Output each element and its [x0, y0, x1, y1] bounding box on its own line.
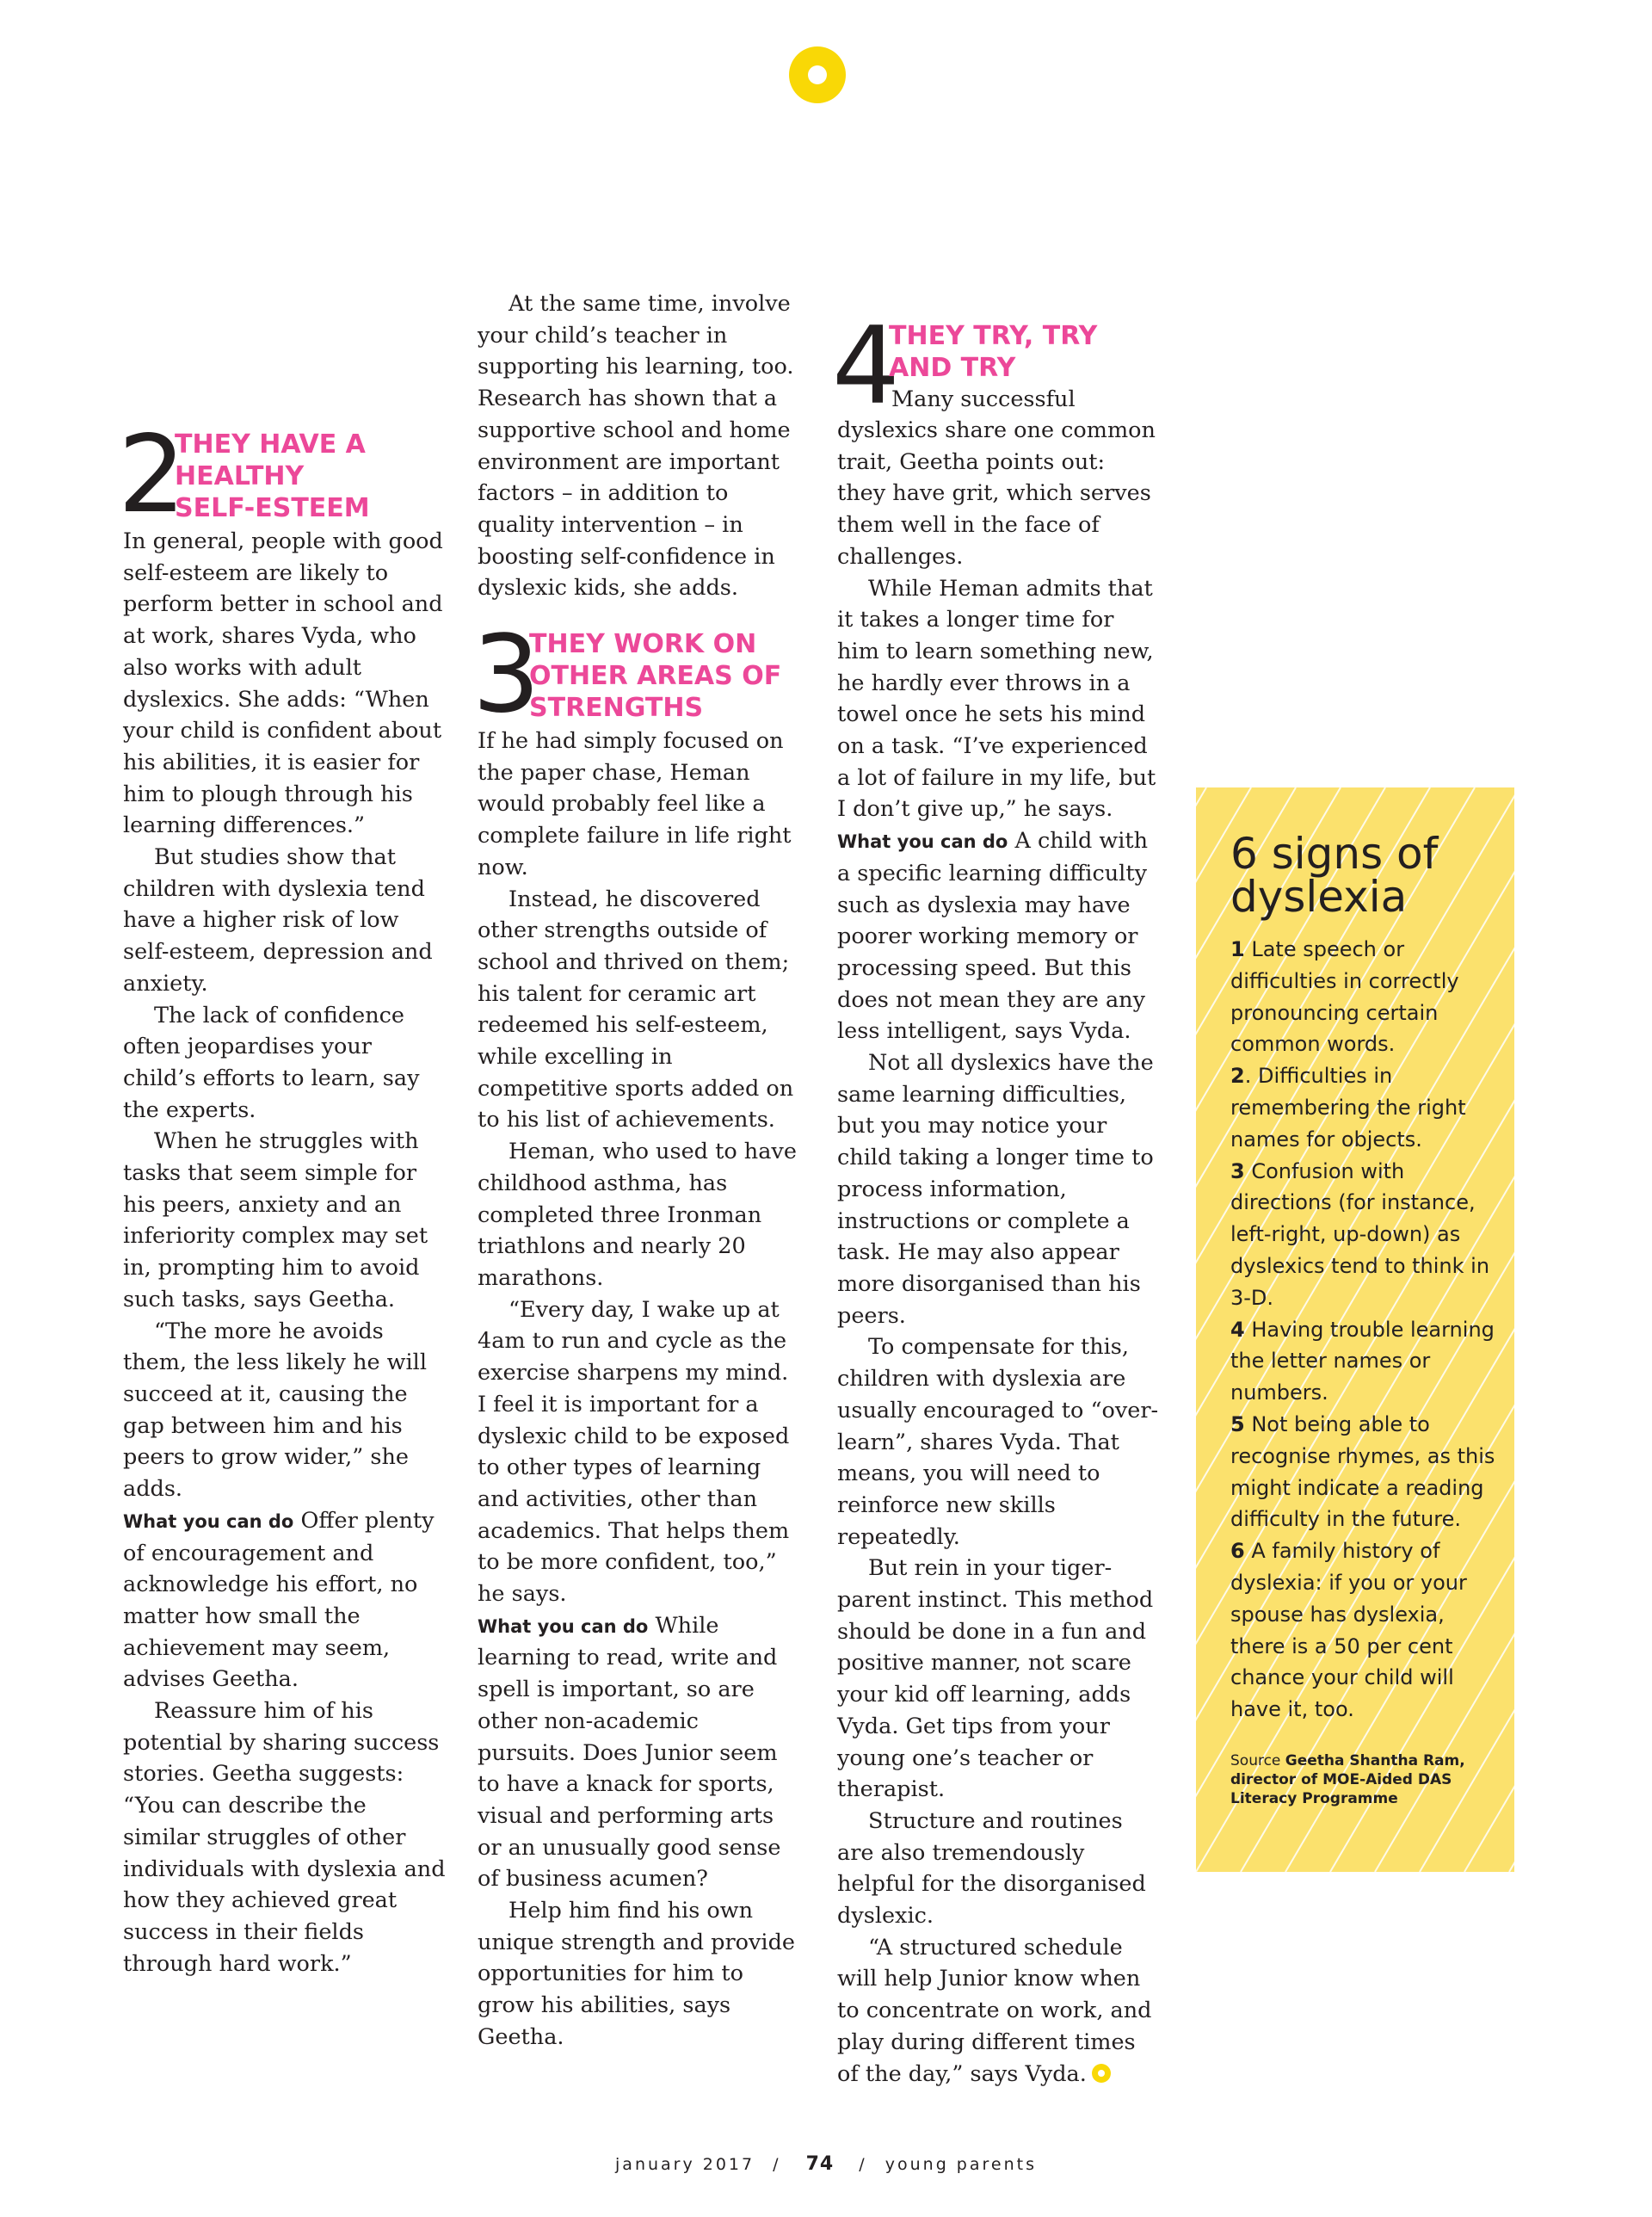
sign-text: Late speech or difficulties in correctly pronouncing certain common words.	[1230, 937, 1459, 1057]
paragraph: If he had simply focused on the paper chase, Heman would probably feel like a complete failure in life right now.	[478, 728, 792, 880]
footer-separator: /	[859, 2155, 867, 2174]
magazine-name: young parents	[885, 2155, 1037, 2174]
paragraph: When he struggles with tasks that seem simple for his peers, anxiety and an inferiority complex may set in, prompting him to avoid such tasks, says Geetha.	[123, 1128, 428, 1312]
paragraph: “The more he avoids them, the less likely he will succeed at it, causing the gap between him and his peers to grow wider,” she adds.	[123, 1318, 427, 1503]
sign-item	[1230, 1156, 1501, 1314]
section-2-heading	[118, 413, 446, 537]
page-number: 74	[805, 2153, 835, 2175]
sign-item	[1230, 1314, 1501, 1409]
what-you-can-do-text: A child with a specific learning difficulty such as dyslexia may have poorer working memory or processing speed. But this does not mean they are any less intelligent, says Vyda.	[837, 828, 1149, 1045]
paragraph: dyslexics share one common trait, Geetha points out: they have grit, which serves them well in the face of challenges.	[837, 417, 1156, 570]
section-3-heading	[472, 613, 800, 738]
sign-text: Not being able to recognise rhymes, as this might indicate a reading difficulty in the future.	[1230, 1411, 1495, 1532]
paragraph: The lack of confidence often jeopardises your child’s efforts to learn, say the experts.	[123, 1002, 420, 1123]
paragraph: “Every day, I wake up at 4am to run and cycle as the exercise sharpens my mind. I feel it is important for a dyslexic child to be exposed to other types of learning and activities, other than academics. That helps them to be more confident, too,” he says.	[478, 1296, 790, 1608]
sign-item	[1230, 1060, 1501, 1155]
sign-text: . Difficulties in remembering the right names for objects.	[1230, 1064, 1466, 1152]
page-footer	[0, 2153, 1652, 2175]
sidebar-content	[1230, 829, 1501, 1808]
article-column-1	[118, 413, 446, 1979]
sign-item	[1230, 934, 1501, 1060]
closing-quote: “A structured schedule will help Junior know when to concentrate on work, and play during different times of the day,” says Vyda.	[837, 1934, 1152, 2087]
signs-list	[1230, 934, 1501, 1726]
sidebar-box	[1196, 787, 1514, 1872]
sign-number: 1	[1230, 937, 1245, 961]
article-column-3	[832, 305, 1160, 2090]
article-column-2	[472, 288, 800, 2053]
end-mark-icon	[1092, 2064, 1111, 2083]
what-you-can-do-text: While learning to read, write and spell is important, so are other non-academic pursuits. Does Junior seem to have a knack for sports, visual and performing arts or an unusually good sense of business acumen?	[478, 1612, 781, 1893]
sidebar-source	[1230, 1751, 1501, 1808]
section-3-number: 3	[472, 613, 540, 738]
what-you-can-do-label: What you can do	[123, 1510, 294, 1532]
paragraph: But studies show that children with dyslexia tend have a higher risk of low self-esteem, depression and anxiety.	[123, 844, 433, 997]
section-2-number: 2	[118, 413, 186, 537]
sign-number: 6	[1230, 1539, 1245, 1564]
paragraph: Instead, he discovered other strengths outside of school and thrived on them; his talent for ceramic art redeemed his self-esteem, while excelling in competitive sports added on to his list of achievements.	[478, 886, 794, 1133]
sign-text: Confusion with directions (for instance, left-right, up-down) as dyslexics tend to think in 3-D.	[1230, 1158, 1490, 1310]
what-you-can-do-paragraph	[123, 1505, 446, 1695]
section-3-title: THEY WORK ON OTHER AREAS OF STRENGTHS	[529, 629, 782, 724]
sign-item	[1230, 1535, 1501, 1726]
paragraph	[837, 1932, 1160, 2090]
paragraph: To compensate for this, children with dyslexia are usually encouraged to “over-learn”, shares Vyda. That means, you will need to reinforce new skills repeatedly.	[837, 1334, 1159, 1550]
sign-text: A family history of dyslexia: if you or your spouse has dyslexia, there is a 50 per cent chance your child will have it, too.	[1230, 1539, 1467, 1722]
section-4-lead: Many successful	[891, 386, 1076, 412]
sign-number: 2	[1230, 1064, 1245, 1089]
source-text: Geetha Shantha Ram, director of MOE-Aided DAS Literacy Programme	[1230, 1751, 1465, 1807]
sign-item	[1230, 1409, 1501, 1535]
paragraph: Not all dyslexics have the same learning difficulties, but you may notice your child taking a longer time to process information, instructions or complete a task. He may also appear more disorganised than his peers.	[837, 1050, 1154, 1329]
paragraph: Help him find his own unique strength and provide opportunities for him to grow his abilities, says Geetha.	[478, 1898, 795, 2050]
section-4-number: 4	[832, 305, 900, 429]
source-label: Source	[1230, 1751, 1285, 1769]
paragraph: Structure and routines are also tremendously helpful for the disorganised dyslexic.	[837, 1807, 1146, 1930]
section-2-title: THEY HAVE A HEALTHY SELF-ESTEEM	[175, 429, 370, 523]
sign-text: Having trouble learning the letter names or numbers.	[1230, 1317, 1495, 1405]
what-you-can-do-label: What you can do	[478, 1615, 649, 1637]
section-4-title: THEY TRY, TRY AND TRY	[889, 321, 1098, 383]
sign-number: 3	[1230, 1158, 1245, 1183]
sidebar-title: 6 signs of dyslexia	[1230, 829, 1439, 922]
paragraph: Reassure him of his potential by sharing success stories. Geetha suggests: “You can describe the similar struggles of other individuals with dyslexia and how they achieved great success in their fields through hard work.”	[123, 1698, 446, 1977]
sign-number: 5	[1230, 1411, 1245, 1436]
sign-number: 4	[1230, 1317, 1245, 1342]
paragraph: Heman, who used to have childhood asthma, has completed three Ironman triathlons and nearly 20 marathons.	[478, 1139, 797, 1291]
paragraph: In general, people with good self-esteem are likely to perform better in school and at work, shares Vyda, who also works with adult dyslexics. She adds: “When your child is confident about his abilities, it is easier for him to plough through his learning differences.”	[123, 528, 443, 839]
footer-separator: /	[773, 2155, 781, 2174]
paragraph: While Heman admits that it takes a longer time for him to learn something new, he hardly ever throws in a towel once he sets his mind on a task. “I’ve experienced a lot of failure in my life, but I don’t give up,” he says.	[837, 575, 1156, 823]
what-you-can-do-label: What you can do	[837, 831, 1008, 853]
section-4-heading	[832, 305, 1160, 429]
footer-date: january 2017	[615, 2155, 755, 2174]
what-you-can-do-paragraph	[837, 825, 1160, 1047]
section-marker-icon	[789, 46, 846, 103]
what-you-can-do-text: Offer plenty of encouragement and acknowledge his effort, no matter how small the achievement may seem, advises Geetha.	[123, 1507, 435, 1693]
what-you-can-do-paragraph	[478, 1610, 800, 1895]
paragraph: But rein in your tiger-parent instinct. This method should be done in a fun and positive manner, not scare your kid off learning, adds Vyda. Get tips from your young one’s teacher or therapist.	[837, 1555, 1154, 1803]
paragraph: At the same time, involve your child’s teacher in supporting his learning, too. Research has shown that a supportive school and home environment are important factors – in addition to quality intervention – in boosting self-confidence in dyslexic kids, she adds.	[478, 291, 794, 602]
